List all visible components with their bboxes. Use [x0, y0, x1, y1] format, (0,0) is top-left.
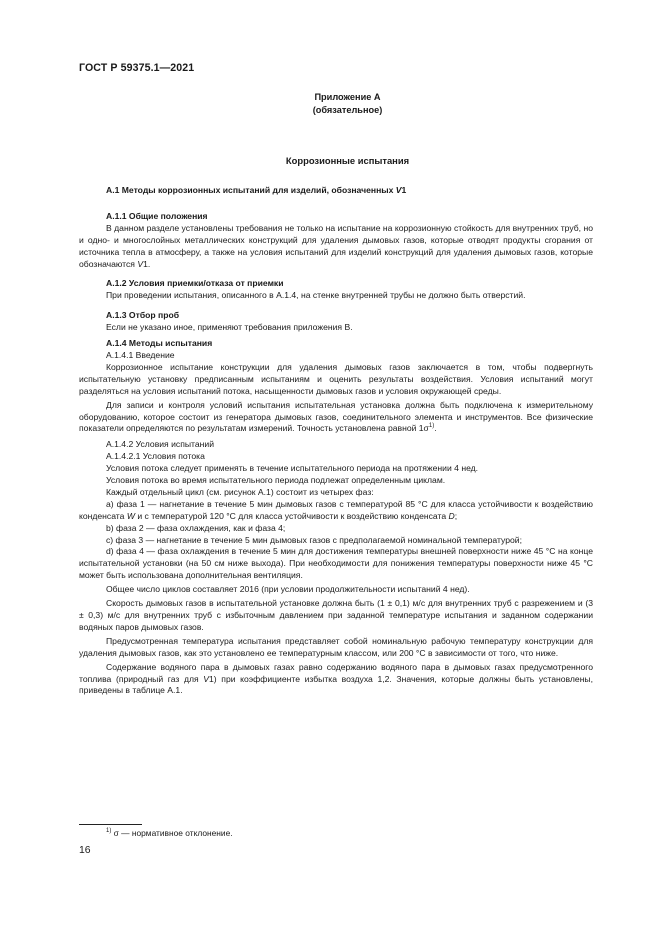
paragraph-text-end: . — [434, 423, 437, 434]
list-text-end: ; — [454, 510, 458, 521]
section-heading-a12: А.1.2 Условия приемки/отказа от приемки — [106, 278, 284, 289]
paragraph-a12: При проведении испытания, описанного в А.1.4, на стенке внутренней трубы не должно быть отверстий. — [106, 290, 526, 301]
annex-title: Приложение А — [314, 92, 381, 102]
annex-status: (обязательное) — [312, 105, 383, 115]
section-heading-a11: А.1.1 Общие положения — [106, 210, 208, 221]
paragraph-a11 — [79, 223, 593, 271]
footnote — [106, 828, 233, 838]
paragraph-a13: Если не указано иное, применяют требования приложения В. — [106, 322, 353, 333]
paragraph-velocity: Скорость дымовых газов в испытательной установке должна быть (1 ± 0,1) м/с для внутренних труб с разрежением и (3 ± 0,3) м/с для внутренних труб с избыточным давлением при заданной температуре испытания и заданном содержании водяных паров дымовых газов. — [79, 598, 593, 632]
list-text: a) фаза 1 — нагнетание в течение 5 мин дымовых газов с температурой 85 °С для класса устойчивости к воздействию конденсата — [79, 498, 593, 521]
paragraph-text-end: 1. — [143, 258, 151, 269]
paragraph-water-vapour — [79, 662, 593, 698]
symbol-text: D — [448, 510, 455, 521]
subsection-heading-a1421: А.1.4.2.1 Условия потока — [106, 451, 205, 462]
main-title: Коррозионные испытания — [285, 155, 410, 166]
list-item-phase-d: d) фаза 4 — фаза охлаждения в течение 5 мин для достижения температуры внешней поверхности ниже 45 °С на конце испытательной установки (на 50 см ниже выхода). При необходимости для понижения температуры поверхности ниже 45 °С может быть использована дополнительная вентиляция. — [79, 546, 593, 581]
section-heading-a14: А.1.4 Методы испытания — [106, 338, 213, 349]
symbol-text: W — [126, 510, 135, 521]
footnote-mark: 1) — [106, 828, 112, 834]
heading-suffix: 1 — [401, 185, 407, 195]
section-heading-a1 — [79, 185, 593, 197]
list-text-mid: и с температурой 120 °С для класса устойчивости к воздействию конденсата — [134, 510, 449, 521]
paragraph-cycles: Общее число циклов составляет 2016 (при условии продолжительности испытаний 4 нед). — [106, 584, 470, 595]
symbol-text: V — [203, 673, 210, 684]
heading-text: А.1 Методы коррозионных испытаний для изделий, обозначенных — [106, 185, 396, 195]
page-number: 16 — [79, 845, 91, 856]
paragraph-a141-2 — [79, 400, 593, 436]
subsection-heading-a141: А.1.4.1 Введение — [106, 349, 175, 360]
list-item-phase-a — [79, 499, 593, 523]
document-code: ГОСТ Р 59375.1—2021 — [79, 62, 195, 74]
paragraph-temperature: Предусмотренная температура испытания представляет собой номинальную рабочую температуру конструкции для удаления дымовых газов, как это установлено ее температурным классом, или 200 °С в зависимости от того, что ниже. — [79, 635, 593, 658]
footnote-divider — [79, 824, 142, 825]
paragraph-a141-1: Коррозионное испытание конструкции для удаления дымовых газов заключается в том, чтобы подвергнуть испытательную установку предписанным испытаниям и оценить результаты воздействия. Условия испытаний могут разделяться на условия испытаний потока, насыщенности дымовых газов и условия окружающей среды. — [79, 361, 593, 396]
subsection-heading-a142: А.1.4.2 Условия испытаний — [106, 439, 214, 450]
paragraph-text: Для записи и контроля условий испытания испытательная установка должна быть подключена к измерительному оборудованию, которое состоит из генератора дымовых газов, соединительного элемента и инструментов. Все физические показатели определяются по результатам измерений. Точность установлена равной 1σ — [79, 399, 593, 434]
section-heading-a13: А.1.3 Отбор проб — [106, 310, 180, 321]
footnote-reference: 1) — [428, 423, 435, 430]
paragraph-flow-2: Условия потока во время испытательного периода подлежат определенным циклам. — [106, 475, 446, 486]
paragraph-text: В данном разделе установлены требования не только на испытание на коррозионную стойкость для внутренних труб, но и одно- и многослойных металлических конструкций для удаления дымовых газов, которые отводят продукты сгорания от источника тепла в атмосферу, а также на условия испытаний для изделий конструкций для удаления дымовых газов, которые обозначаются — [79, 222, 593, 269]
paragraph-flow-3: Каждый отдельный цикл (см. рисунок А.1) состоит из четырех фаз: — [106, 486, 374, 497]
paragraph-text-end: 1) при коэффициенте избытка воздуха 1,2. Значения, которые должны быть установлены, приведены в таблице А.1. — [79, 673, 594, 696]
symbol-text: V — [137, 258, 144, 269]
list-item-phase-b: b) фаза 2 — фаза охлаждения, как и фаза 4; — [106, 522, 286, 533]
heading-symbol: V — [395, 185, 402, 195]
paragraph-flow-1: Условия потока следует применять в течение испытательного периода на протяжении 4 нед. — [106, 463, 479, 474]
footnote-text: σ — нормативное отклонение. — [111, 828, 233, 838]
paragraph-text: Содержание водяного пара в дымовых газах равно содержанию водяного пара в дымовых газах предусмотренного топлива (природный газ для — [79, 661, 593, 684]
list-item-phase-c: c) фаза 3 — нагнетание в течение 5 мин дымовых газов с предполагаемой номинальной температурой; — [106, 534, 522, 545]
document-body — [79, 185, 593, 697]
